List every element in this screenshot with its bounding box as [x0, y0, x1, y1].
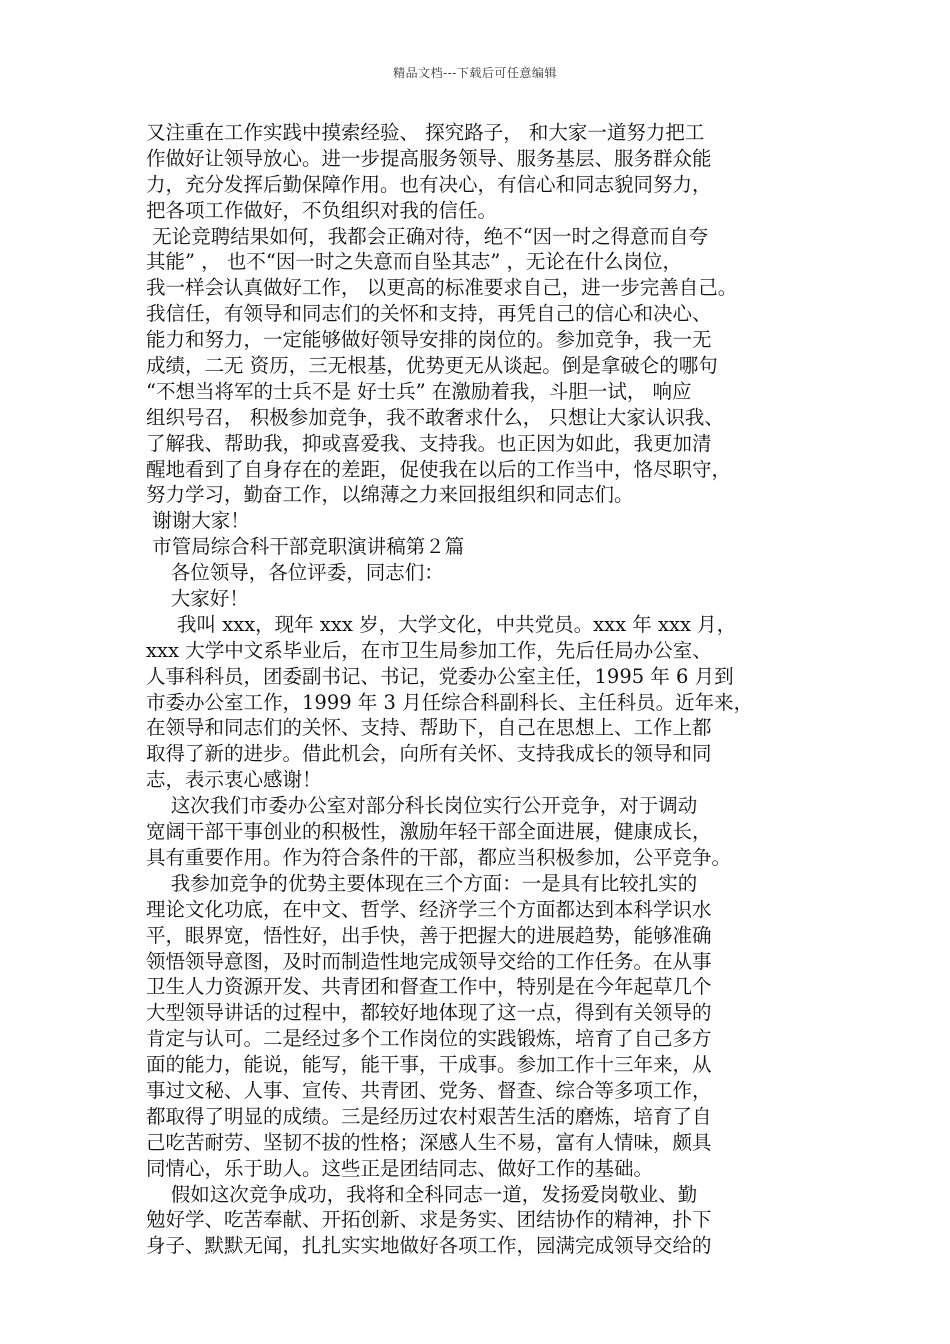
text-line: 都取得了明显的成绩。三是经历过农村艰苦生活的磨炼，培育了自 [146, 1104, 712, 1128]
text-line: 我叫 xxx，现年 xxx 岁，大学文化，中共党员。xxx 年 xxx 月， [146, 612, 737, 636]
text-line: 醒地看到了自身存在的差距，促使我在以后的工作当中，恪尽职守， [146, 457, 732, 481]
text-line: 又注重在工作实践中摸索经验、 探究路子， 和大家一道努力把工 [146, 121, 705, 144]
text-line: 具有重要作用。作为符合条件的干部，都应当积极参加，公平竞争。 [146, 845, 732, 869]
text-line: 各位领导，各位评委，同志们： [146, 561, 444, 585]
text-line: 成绩，二无 资历，三无根基，优势更无从谈起。倒是拿破仑的哪句 [146, 354, 718, 378]
text-line: 其能” ， 也不“因一时之失意而自坠其志” ，无论在什么岗位， [146, 250, 683, 274]
text-line: 平，眼界宽，悟性好，出手快，善于把握大的进展趋势，能够准确 [146, 923, 712, 947]
text-line: xxx 大学中文系毕业后，在市卫生局参加工作，先后任局办公室、 [146, 638, 712, 662]
text-line: 勉好学、吃苦奉献、开拓创新、求是务实、团结协作的精神，扑下 [146, 1208, 712, 1232]
text-line: 市委办公室工作，1999 年 3 月任综合科副科长、主任科员。近年来， [146, 690, 754, 714]
text-line: 组织号召， 积极参加竞争，我不敢奢求什么， 只想让大家认识我、 [146, 405, 724, 429]
text-line: 能力和努力，一定能够做好领导安排的岗位的。参加竞争，我一无 [146, 328, 712, 352]
text-line: 我参加竞争的优势主要体现在三个方面：一是具有比较扎实的 [146, 871, 698, 895]
text-line: 取得了新的进步。借此机会，向所有关怀、支持我成长的领导和同 [146, 742, 712, 766]
text-line: 理论文化功底，在中文、哲学、经济学三个方面都达到本科学识水 [146, 897, 712, 921]
text-line: 同情心，乐于助人。这些正是团结同志、做好工作的基础。 [146, 1156, 654, 1180]
text-line: 了解我、帮助我，抑或喜爱我、支持我。也正因为如此，我更加清 [146, 431, 712, 455]
text-line: 无论竞聘结果如何，我都会正确对待，绝不“因一时之得意而自夸 [146, 224, 709, 248]
text-line: 己吃苦耐劳、坚韧不拔的性格；深感人生不易，富有人情味，颇具 [146, 1130, 712, 1154]
text-line: 身子、默默无闻，扎扎实实地做好各项工作，园满完成领导交给的 [146, 1234, 712, 1258]
text-line: 卫生人力资源开发、共青团和督查工作中，特别是在今年起草几个 [146, 975, 712, 999]
text-line: 市管局综合科干部竞职演讲稿第２篇 [146, 535, 465, 559]
text-line: 谢谢大家！ [146, 509, 250, 533]
text-line: 努力学习，勤奋工作，以绵薄之力来回报组织和同志们。 [146, 483, 634, 507]
text-line: 假如这次竞争成功，我将和全科同志一道，发扬爱岗敬业、勤 [146, 1182, 698, 1206]
page-header: 精品文档---下载后可任意编辑 [393, 66, 557, 80]
text-line: 肯定与认可。二是经过多个工作岗位的实践锻炼，培育了自己多方 [146, 1027, 712, 1051]
text-line: 力，充分发挥后勤保障作用。也有决心，有信心和同志貌同努力， [146, 172, 712, 196]
text-line: 这次我们市委办公室对部分科长岗位实行公开竞争，对于调动 [146, 794, 698, 818]
text-line: 事过文秘、人事、宣传、共青团、党务、督查、综合等多项工作， [146, 1078, 712, 1102]
text-line: 领悟领导意图，及时而制造性地完成领导交给的工作任务。在从事 [146, 949, 712, 973]
text-line: 作做好让领导放心。进一步提高服务领导、服务基层、服务群众能 [146, 146, 712, 170]
text-line: “不想当将军的士兵不是 好士兵” 在激励着我，斗胆一试， 响应 [146, 379, 692, 403]
text-line: 在领导和同志们的关怀、支持、帮助下，自己在思想上、工作上都 [146, 716, 712, 740]
text-line: 大家好！ [146, 587, 249, 611]
text-line: 我信任，有领导和同志们的关怀和支持，再凭自己的信心和决心、 [146, 302, 712, 326]
text-line: 人事科科员，团委副书记、书记，党委办公室主任，1995 年 6 月到 [146, 664, 734, 688]
text-line: 我一样会认真做好工作， 以更高的标准要求自己，进一步完善自己。 [146, 276, 738, 300]
document-body [146, 120, 836, 1259]
text-line: 志，表示衷心感谢！ [146, 768, 322, 792]
text-line: 大型领导讲话的过程中，都较好地体现了这一点，得到有关领导的 [146, 1001, 712, 1025]
text-line: 面的能力，能说，能写，能干事，干成事。参加工作十三年来，从 [146, 1053, 712, 1077]
text-line: 把各项工作做好，不负组织对我的信任。 [146, 198, 498, 222]
text-line: 宽阔干部干事创业的积极性，激励年轻干部全面进展，健康成长， [146, 820, 712, 844]
